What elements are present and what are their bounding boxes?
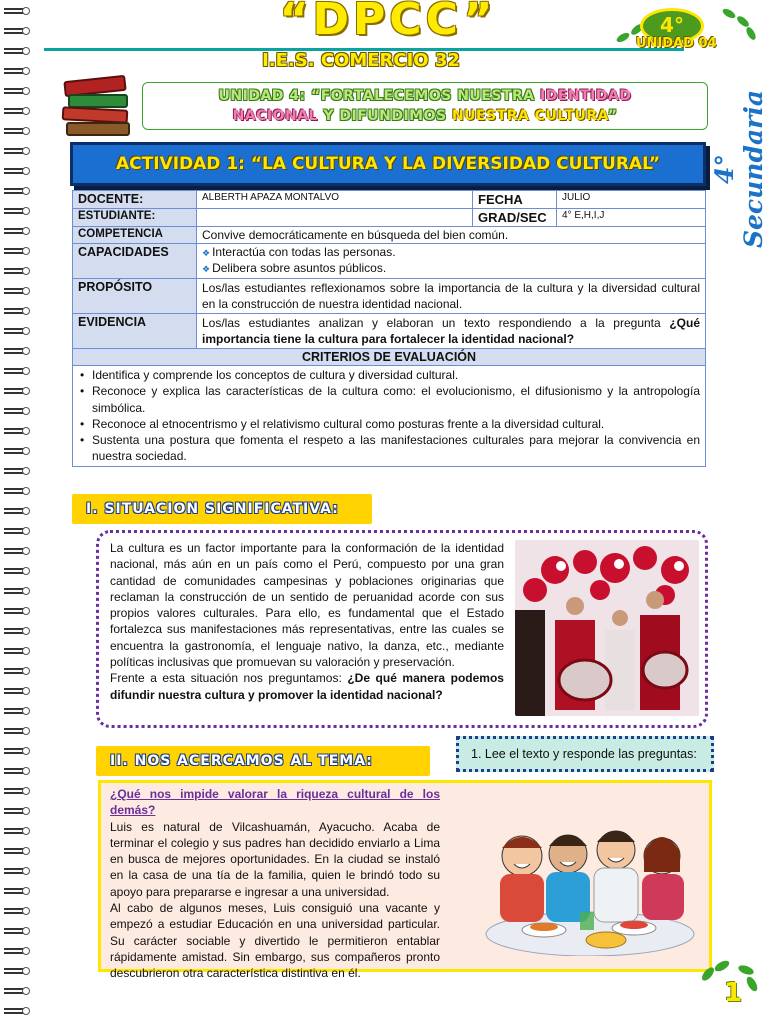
spiral-ring [4,86,34,96]
competencia-value: Convive democráticamente en búsqueda del bien común. [197,227,706,244]
story-title: ¿Qué nos impide valorar la riqueza cultural de los demás? [110,787,440,818]
story-paragraph: Al cabo de algunos meses, Luis consiguió una vacante y empezó a estudiar Educación en una universidad particular. Su carácter sociable y divertido le permitieron entablar rápidamente amistad. Sin embargo, sus compañeros pronto descubrieron otra característica distintiva en él. [110,901,440,981]
situation-question-intro: Frente a esta situación nos preguntamos: [110,671,348,686]
evidencia-value: Los/las estudiantes analizan y elaboran un texto respondiendo a la pregunta ¿Qué importancia tiene la cultura para fortalecer la identidad nacional? [197,314,706,349]
spiral-ring [4,346,34,356]
spiral-ring [4,46,34,56]
gradsec-value: 4° E,H,I,J [557,209,706,227]
criterio-item: • Identifica y comprende los conceptos de cultura y diversidad cultural. [78,367,700,383]
spiral-ring [4,566,34,576]
spiral-ring [4,526,34,536]
situation-text [110,540,504,703]
spiral-ring [4,906,34,916]
page-number: 1 [724,978,743,1008]
books-icon [58,72,140,142]
proposito-label: PROPÓSITO [73,279,197,314]
spiral-ring [4,26,34,36]
spiral-ring [4,426,34,436]
spiral-ring [4,826,34,836]
spiral-ring [4,1006,34,1016]
docente-label: DOCENTE: [73,191,197,209]
criterios-header: CRITERIOS DE EVALUACIÓN [73,349,706,366]
capacidades-label: CAPACIDADES [73,244,197,279]
side-grade-label: 4° Secundaria [710,89,768,249]
spiral-ring [4,926,34,936]
spiral-ring [4,246,34,256]
spiral-ring [4,586,34,596]
fecha-label: FECHA [473,191,557,209]
section-1-title: I. SITUACION SIGNIFICATIVA: [72,494,372,524]
grade-badge: 4° [640,8,704,44]
spiral-ring [4,466,34,476]
school-name: I.E.S. COMERCIO 32 [262,50,460,71]
spiral-ring [4,686,34,696]
criterios-list [73,366,706,467]
header-logo-text: “DPCC” [279,0,497,45]
spiral-ring [4,646,34,656]
section-2-title: II. NOS ACERCAMOS AL TEMA: [96,746,430,776]
spiral-ring [4,146,34,156]
criterio-item: • Reconoce al etnocentrismo y el relativismo cultural como posturas frente a la diversidad cultural. [78,416,700,432]
spiral-ring [4,366,34,376]
situation-paragraph: La cultura es un factor importante para la conformación de la identidad nacional, más aún en un país como el Perú, compuesto por una gran cantidad de comunidades campesinas y poblaciones originarias que reclaman la construcción de un sentido de peruanidad acorde con sus propios valores culturales. Para ello, es fundamental que el Estado fortalezca sus manifestaciones más representativas, entre las cuales se encuentra la gastronomía, el lenguaje nativo, la danza, etc., mediante políticas inclusivas que promuevan su valoración y preservación. [110,541,504,670]
capacidad-item: ❖ Delibera sobre asuntos públicos. [202,261,700,277]
spiral-ring [4,546,34,556]
spiral-ring [4,66,34,76]
story-text [110,786,440,982]
spiral-ring [4,506,34,516]
spiral-binding [0,0,40,1024]
students-eating-illustration [484,808,696,956]
spiral-ring [4,386,34,396]
spiral-ring [4,306,34,316]
competencia-label: COMPETENCIA [73,227,197,244]
spiral-ring [4,986,34,996]
spiral-ring [4,266,34,276]
spiral-ring [4,746,34,756]
spiral-ring [4,206,34,216]
spiral-ring [4,946,34,956]
spiral-ring [4,166,34,176]
fecha-value: JULIO [557,191,706,209]
spiral-ring [4,806,34,816]
spiral-ring [4,226,34,236]
unit-title: UNIDAD 4: “FORTALECEMOS NUESTRA IDENTIDAD NACIONAL Y DIFUNDIMOS NUESTRA CULTURA” [142,82,708,130]
gradsec-label: GRAD/SEC [473,209,557,227]
spiral-ring [4,286,34,296]
docente-value: ALBERTH APAZA MONTALVO [197,191,473,209]
spiral-ring [4,886,34,896]
spiral-ring [4,186,34,196]
estudiante-field[interactable] [197,209,473,227]
criterio-item: • Sustenta una postura que fomenta el respeto a las manifestaciones culturales para mejorar la convivencia en nuestra sociedad. [78,432,700,465]
unit-badge: UNIDAD 04 [636,36,717,51]
spiral-ring [4,666,34,676]
proposito-value: Los/las estudiantes reflexionamos sobre la importancia de la cultura y la diversidad cultural en la construcción de nuestra identidad nacional. [197,279,706,314]
spiral-ring [4,866,34,876]
spiral-ring [4,326,34,336]
spiral-ring [4,406,34,416]
story-paragraph: Luis es natural de Vilcashuamán, Ayacucho. Acaba de terminar el colegio y sus padres han decidido enviarlo a Lima en busca de mejores oportunidades. En la ciudad se instaló en la casa de una tía de la familia, quien le brindó todo su apoyo para prepararse e ingresar a una universidad. [110,819,440,899]
spiral-ring [4,706,34,716]
spiral-ring [4,6,34,16]
spiral-ring [4,846,34,856]
spiral-ring [4,766,34,776]
spiral-ring [4,606,34,616]
activity-info-table [72,190,706,467]
spiral-ring [4,446,34,456]
spiral-ring [4,486,34,496]
activity-title: ACTIVIDAD 1: “LA CULTURA Y LA DIVERSIDAD CULTURAL” [70,142,706,186]
spiral-ring [4,626,34,636]
spiral-ring [4,126,34,136]
estudiante-label: ESTUDIANTE: [73,209,197,227]
capacidad-item: ❖ Interactúa con todas las personas. [202,245,700,261]
spiral-ring [4,726,34,736]
criterio-item: • Reconoce y explica las características de la cultura como: el evolucionismo, el difusionismo y la antropología simbólica. [78,383,700,416]
capacidades-list [197,244,706,279]
spiral-ring [4,966,34,976]
situation-question: ¿De qué manera podemos difundir nuestra cultura y promover la identidad nacional? [110,671,504,702]
spiral-ring [4,786,34,796]
evidencia-label: EVIDENCIA [73,314,197,349]
festival-dancers-photo [515,540,699,716]
spiral-ring [4,106,34,116]
task-instruction: 1. Lee el texto y responde las preguntas: [456,736,714,772]
